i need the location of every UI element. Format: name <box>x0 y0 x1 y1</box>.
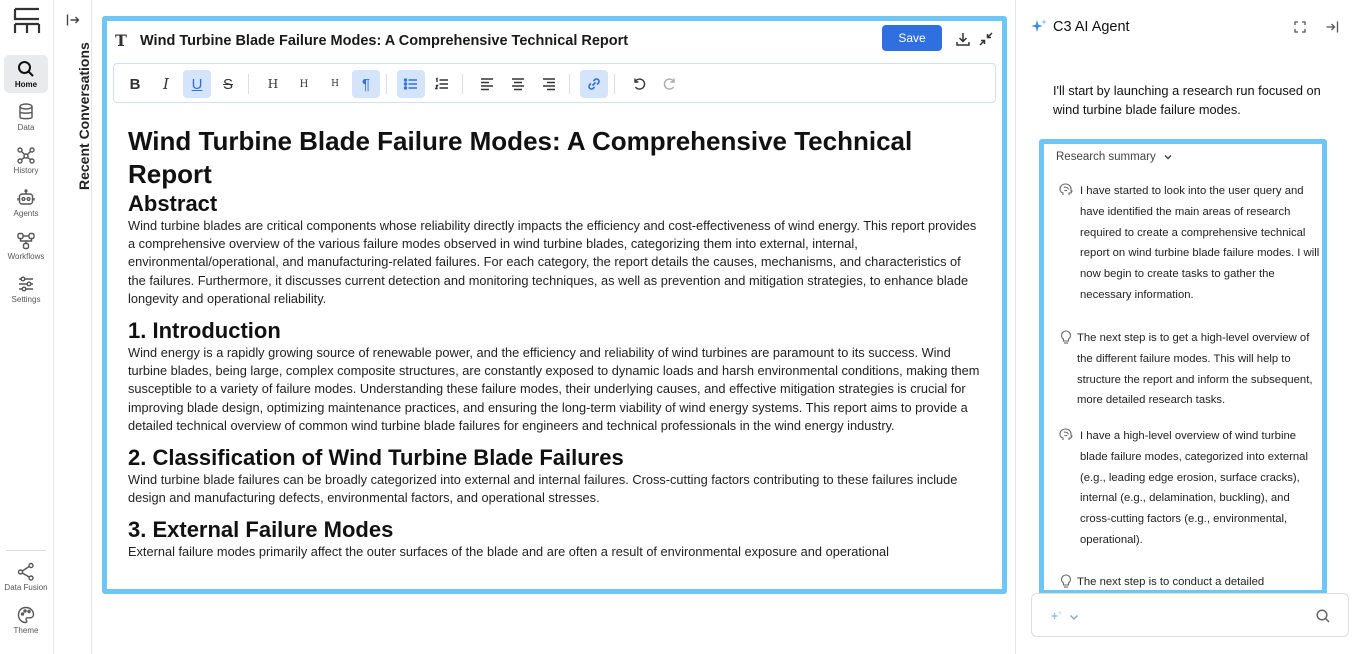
nav-label-history: History <box>13 166 39 175</box>
doc-heading-abstract: Abstract <box>128 191 218 216</box>
nav-label-workflows: Workflows <box>7 252 45 261</box>
strikethrough-button[interactable]: S <box>222 75 233 93</box>
nav-item-home[interactable] <box>4 55 48 93</box>
nav-label-agents: Agents <box>13 209 39 218</box>
doc-paragraph-abstract: Wind turbine blades are critical components whose reliability directly impacts the efficiency and cost-effectiveness of wind energy. This report provides a comprehensive overview of the various failure modes observed in wind turbine blades, categorizing them into external, internal, environmental/operational, and manufacturing-related failures. For each category, the report details the causes, mechanisms, and characteristics of the failures. Furthermore, it discusses current detection and monitoring techniques, as well as prevention and mitigation strategies, to enhance blade longevity and operational reliability. <box>128 218 977 306</box>
sliders-icon <box>16 274 36 294</box>
toolbar-separator <box>462 74 463 94</box>
heading-2-button[interactable]: H <box>299 78 309 90</box>
search-icon <box>16 59 36 79</box>
download-icon[interactable] <box>955 31 971 47</box>
bullet-list-icon <box>403 76 419 92</box>
document-body[interactable] <box>113 109 996 587</box>
nav-label-settings: Settings <box>11 295 41 304</box>
save-button[interactable]: Save <box>882 25 942 51</box>
nav-item-data-fusion[interactable] <box>4 558 48 596</box>
undo-icon <box>631 76 647 92</box>
document-editor <box>102 16 1007 594</box>
research-step-text: I have a high-level overview of wind turbine blade failure modes, categorized into external (e.g., leading edge erosion, surface cracks), internal (e.g., delamination, buckling), and cross-cutting factors (e.g., environmental, operational). <box>1080 430 1308 546</box>
nav-divider <box>6 550 46 551</box>
expand-panel-icon[interactable] <box>66 13 80 27</box>
chat-input[interactable] <box>1031 593 1349 637</box>
doc-paragraph-external: External failure modes primarily affect the outer surfaces of the blade and are often a result of environmental exposure and operational <box>128 544 889 560</box>
recent-conversations-title[interactable]: Recent Conversations <box>76 42 92 190</box>
nav-item-settings[interactable] <box>4 270 48 308</box>
left-nav <box>0 0 54 654</box>
doc-heading-introduction: 1. Introduction <box>128 318 281 344</box>
bold-button[interactable]: B <box>129 75 141 93</box>
numbered-list-button[interactable] <box>428 70 456 98</box>
nav-item-history[interactable] <box>4 141 48 179</box>
research-summary-toggle[interactable] <box>1056 151 1173 163</box>
doc-heading-title: Wind Turbine Blade Failure Modes: A Comprehensive Technical Report <box>128 126 913 189</box>
align-center-button[interactable] <box>504 70 532 98</box>
research-step-text: The next step is to conduct a detailed <box>1077 576 1265 588</box>
sparkle-icon <box>1030 18 1048 36</box>
close-panel-icon[interactable] <box>1325 20 1339 34</box>
research-step <box>1058 572 1320 593</box>
agent-message: I'll start by launching a research run focused on wind turbine blade failure modes. <box>1053 83 1321 117</box>
search-icon[interactable] <box>1315 608 1331 624</box>
nav-item-data[interactable] <box>4 98 48 136</box>
chevron-down-icon <box>1163 152 1173 162</box>
chevron-down-icon[interactable] <box>1068 611 1080 623</box>
research-summary-label: Research summary <box>1056 151 1156 163</box>
redo-button[interactable] <box>656 70 684 98</box>
doc-paragraph-classification: Wind turbine blade failures can be broadly categorized into external and internal failures. Cross-cutting factors contributing to these failures include design and manufacturing defects, environmental factors, and operational stresses. <box>128 472 958 506</box>
link-icon <box>585 75 603 93</box>
history-graph-icon <box>16 145 36 165</box>
sparkle-icon[interactable] <box>1049 610 1063 624</box>
doc-heading-classification: 2. Classification of Wind Turbine Blade Failures <box>128 445 624 471</box>
toolbar-separator <box>248 74 249 94</box>
research-step-text: I have started to look into the user query and have identified the main areas of research required to create a comprehensive technical report on wind turbine blade failure modes. I will now begin to create tasks to gather the necessary information. <box>1080 185 1320 301</box>
fullscreen-icon[interactable] <box>1293 20 1307 34</box>
lightbulb-icon <box>1058 329 1074 345</box>
lightbulb-icon <box>1058 573 1074 589</box>
share-nodes-icon <box>16 562 36 582</box>
app-logo-icon[interactable] <box>13 6 41 34</box>
nav-item-workflows[interactable] <box>4 227 48 265</box>
research-step <box>1058 328 1320 411</box>
toolbar-separator <box>569 74 570 94</box>
workflow-icon <box>16 231 36 251</box>
align-left-icon <box>479 76 495 92</box>
heading-1-button[interactable]: H <box>267 77 279 91</box>
align-left-button[interactable] <box>473 70 501 98</box>
nav-item-theme[interactable] <box>4 601 48 639</box>
heading-3-button[interactable]: H <box>331 79 339 89</box>
toolbar-separator <box>386 74 387 94</box>
doc-paragraph-introduction: Wind energy is a rapidly growing source of renewable power, and the efficiency and reliability of wind turbines are paramount to its success. Wind turbine blades, being large, complex composite structures, are constantly exposed to dynamic loads and harsh environmental conditions, making them susceptible to a variety of failure modes. Understanding these failure modes, their underlying causes, and effective mitigation strategies is crucial for improving blade design, optimizing maintenance practices, and ensuring the long-term viability of wind energy systems. This report aims to provide a detailed technical overview of common wind turbine blade failures for engineers and technical professionals in the wind energy industry. <box>128 345 980 433</box>
database-icon <box>16 102 36 122</box>
research-summary-panel <box>1039 139 1327 595</box>
editor-header <box>107 21 1002 61</box>
nav-item-agents[interactable] <box>4 184 48 222</box>
research-step <box>1058 181 1320 306</box>
recent-conversations-rail <box>54 0 92 654</box>
brain-icon <box>1058 427 1074 443</box>
nav-label-theme: Theme <box>13 626 39 635</box>
collapse-icon[interactable] <box>978 31 994 47</box>
nav-label-data: Data <box>17 123 35 132</box>
agent-title: C3 AI Agent <box>1053 19 1130 35</box>
robot-icon <box>16 188 36 208</box>
align-center-icon <box>510 76 526 92</box>
nav-label-data-fusion: Data Fusion <box>4 583 48 592</box>
italic-button[interactable]: I <box>163 75 169 93</box>
numbered-list-icon <box>434 76 450 92</box>
doc-heading-external: 3. External Failure Modes <box>128 517 394 543</box>
text-type-icon: T <box>115 31 127 50</box>
align-right-button[interactable] <box>535 70 563 98</box>
align-right-icon <box>541 76 557 92</box>
bullet-list-button[interactable] <box>397 70 425 98</box>
paragraph-button[interactable]: ¶ <box>352 70 380 98</box>
research-step <box>1058 426 1320 551</box>
ai-agent-panel <box>1015 0 1362 654</box>
palette-icon <box>16 605 36 625</box>
nav-label-home: Home <box>14 80 38 89</box>
brain-icon <box>1058 182 1074 198</box>
formatting-toolbar <box>113 63 996 103</box>
toolbar-separator <box>614 74 615 94</box>
redo-icon <box>662 76 678 92</box>
undo-button[interactable] <box>625 70 653 98</box>
underline-button[interactable]: U <box>183 70 211 98</box>
research-step-text: The next step is to get a high-level overview of the different failure modes. This will help to structure the report and inform the subsequent, more detailed research tasks. <box>1077 332 1313 407</box>
document-title[interactable]: Wind Turbine Blade Failure Modes: A Comprehensive Technical Report <box>140 33 629 49</box>
link-button[interactable] <box>580 70 608 98</box>
